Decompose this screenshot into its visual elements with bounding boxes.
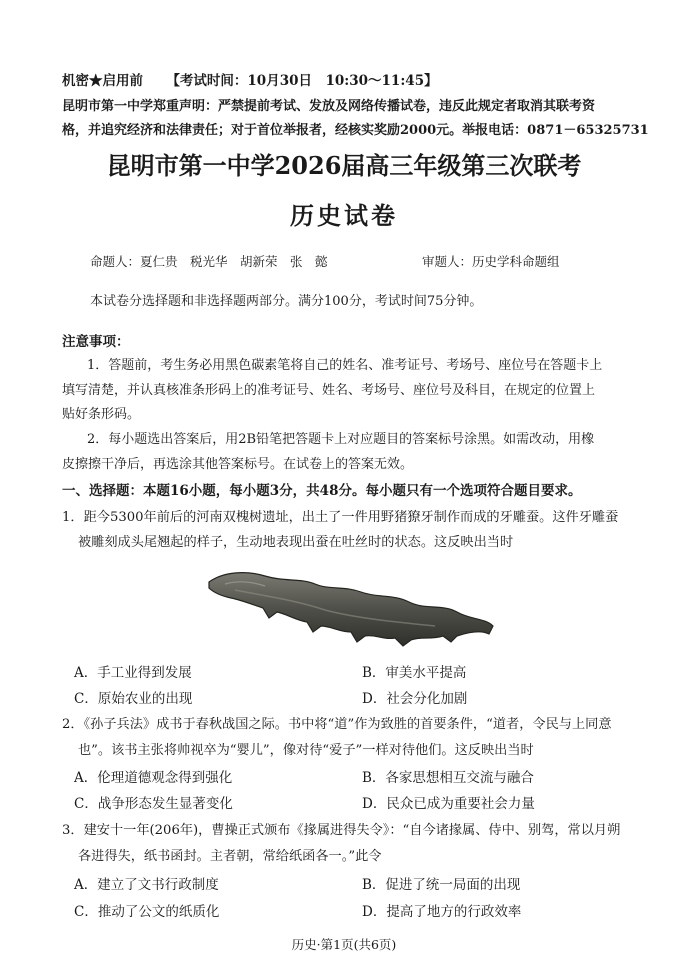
secret-label: 机密★启用前 — [62, 73, 143, 89]
notice-item2-line1: 2．每小题选出答案后，用2B铅笔把答题卡上对应题目的答案标号涂黑。如需改动，用橡 — [87, 432, 595, 447]
q3-option-a: A．建立了文书行政制度 — [74, 877, 219, 893]
q3-option-b: B．促进了统一局面的出现 — [362, 877, 521, 893]
q1-option-d: D．社会分化加剧 — [362, 691, 468, 707]
q2-stem-line2: 也”。该书主张将帅视卒为“婴儿”，像对待“爱子”一样对待他们。这反映出当时 — [78, 743, 534, 758]
exam-title: 昆明市第一中学2026届高三年级第三次联考 — [106, 151, 582, 180]
q2-option-c: C．战争形态发生显著变化 — [74, 796, 233, 812]
setters-line: 命题人：夏仁贵 税光华 胡新荣 张 懿 — [90, 254, 328, 269]
subject-title: 历史试卷 — [290, 201, 398, 230]
q2-stem-line1: 2．《孙子兵法》成书于春秋战国之际。书中将“道”作为致胜的首要条件，“道者，令民与上同意 — [62, 717, 612, 732]
q2-option-b: B．各家思想相互交流与融合 — [362, 770, 534, 786]
q2-option-a: A．伦理道德观念得到强化 — [74, 770, 233, 786]
q1-option-b: B．审美水平提高 — [362, 665, 467, 681]
q1-option-c: C．原始农业的出现 — [74, 691, 193, 707]
notice-item1-line2: 填写清楚，并认真核准条形码上的准考证号、姓名、考场号、座位号及科目，在规定的位置上 — [62, 383, 596, 398]
confidential-label — [62, 72, 438, 90]
q3-stem-line2: 各进得失，纸书函封。主者朝，常给纸函各一。”此令 — [78, 849, 382, 864]
notice-item2-line2: 皮擦擦干净后，再选涂其他答案标号。在试卷上的答案无效。 — [62, 457, 414, 472]
section-heading: 一、选择题：本题16小题，每小题3分，共48分。每小题只有一个选项符合题目要求。 — [62, 483, 582, 499]
exam-time: 【考试时间：10月30日 10:30～11:45】 — [166, 73, 438, 89]
ivory-silkworm-image — [205, 560, 495, 650]
reviewers-line: 审题人：历史学科命题组 — [422, 254, 560, 269]
notice-heading: 注意事项： — [62, 334, 130, 350]
notice-item1-line3: 贴好条形码。 — [62, 407, 141, 422]
statement-line-2: 格，并追究经济和法律责任；对于首位举报者，经核实奖励2000元。举报电话：0871－65325731 — [62, 123, 649, 138]
q3-option-c: C．推动了公文的纸质化 — [74, 904, 220, 920]
q2-option-d: D．民众已成为重要社会力量 — [362, 796, 535, 812]
q1-option-a: A．手工业得到发展 — [74, 665, 192, 681]
page-footer: 历史·第1页(共6页) — [291, 937, 397, 952]
q1-stem-line1: 1．距今5300年前后的河南双槐树遗址，出土了一件用野猪獠牙制作而成的牙雕蚕。这件牙雕蚕 — [62, 510, 619, 525]
q3-stem-line1: 3．建安十一年(206年)，曹操正式颁布《掾属进得失令》：“自今诸掾属、侍中、别驾，常以月朔 — [62, 823, 621, 838]
q1-stem-line2: 被雕刻成头尾翘起的样子，生动地表现出蚕在吐丝时的状态。这反映出当时 — [78, 535, 514, 550]
q3-option-d: D．提高了地方的行政效率 — [362, 904, 522, 920]
notice-item1-line1: 1．答题前，考生务必用黑色碳素笔将自己的姓名、准考证号、考场号、座位号在答题卡上 — [87, 358, 603, 373]
intro-text: 本试卷分选择题和非选择题两部分。满分100分，考试时间75分钟。 — [90, 294, 483, 309]
statement-line-1: 昆明市第一中学郑重声明：严禁提前考试、发放及网络传播试卷，违反此规定者取消其联考资 — [62, 99, 596, 114]
